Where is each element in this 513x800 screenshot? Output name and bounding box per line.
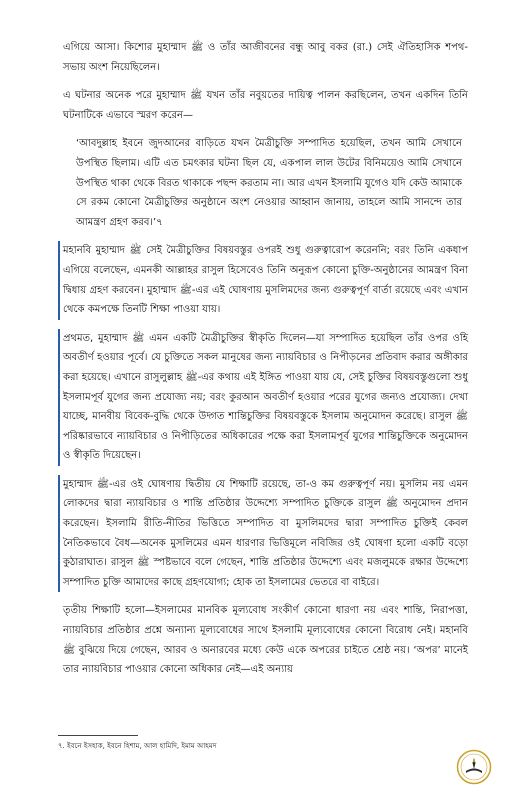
paragraph-7: তৃতীয় শিক্ষাটি হলো—ইসলামের মানবিক মূল্যবোধ সংকীর্ণ কোনো ধারণা নয় এবং শান্তি, নিরাপত্তা, ন্যায়বিচার প্রতিষ্ঠার প্রশ্নে অন্যান্য মূল্যবোধের সাথে ইসলামি মূল্যবোধের কোনো বিরোধ নেই। মহানবি ﷺ বুঝিয়ে দিয়ে গেছেন, আরব ও অনারবের মধ্যে কেউ একে অপরের চাইতে শ্রেষ্ঠ নয়। ‘অপর’ মানেই তার ন্যায়বিচার পাওয়ার কোনো অধিকার নেই—এই অন্যায় bbox=[63, 605, 468, 676]
publisher-seal-icon bbox=[456, 749, 492, 785]
footnote: ৭. ইবনে ইসহাক, ইবনে হিশাম, আল হামিদি, ইমাম আহমদ bbox=[58, 742, 217, 750]
paragraph-5: প্রথমত, মুহাম্মাদ ﷺ এমন একটি মৈত্রীচুক্তির স্বীকৃতি দিলেন—যা সম্পাদিত হয়েছিল তাঁর ওপর ওহি অবতীর্ণ হওয়ার পূর্বে। যে চুক্তিতে সকল মানুষের জন্য ন্যায়বিচার ও নিপীড়নের প্রতিবাদ করার অঙ্গীকার করা হয়েছে। এখানে রাসুলুল্লাহ ﷺ-এর কথায় এই ইঙ্গিত পাওয়া যায় যে, সেই চুক্তির বিষয়বস্তুগুলো শুধু ইসলামপূর্ব যুগের জন্য প্রযোজ্য নয়; বরং কুরআন অবতীর্ণ হওয়ার পরের যুগের জন্যও প্রযোজ্য। দেখা যাচ্ছে, মানবীয় বিবেক-বুদ্ধি থেকে উদ্গত শান্তিচুক্তির বিষয়বস্তুকে ইসলাম অনুমোদন করেছে। রাসুল ﷺ পরিষ্কারভাবে ন্যায়বিচার ও নিপীড়িতের অধিকারের পক্ষে করা ইসলামপূর্ব যুগের শান্তিচুক্তিকে অনুমোদন ও স্বীকৃতি দিয়েছেন। bbox=[58, 329, 468, 466]
paragraph-4: মহানবি মুহাম্মাদ ﷺ সেই মৈত্রীচুক্তির বিষয়বস্তুর ওপরই শুধু গুরুত্বারোপ করেননি; বরং তিনি একধাপ এগিয়ে বলেছেন, এমনকী আল্লাহর রাসুল হিসেবেও তিনি অনুরূপ কোনো চুক্তি-অনুষ্ঠানের আমন্ত্রণ বিনা দ্বিধায় গ্রহণ করবেন। মুহাম্মাদ ﷺ-এর এই ঘোষণায় মুসলিমদের জন্য গুরুত্বপূর্ণ বার্তা রয়েছে এবং এখান থেকে কমপক্ষে তিনটি শিক্ষা পাওয়া যায়। bbox=[58, 241, 468, 319]
footnote-divider bbox=[58, 735, 138, 736]
paragraph-6: মুহাম্মাদ ﷺ-এর ওই ঘোষণায় দ্বিতীয় যে শিক্ষাটি রয়েছে, তা-ও কম গুরুত্বপূর্ণ নয়। মুসলিম নয় এমন লোকদের দ্বারা ন্যায়বিচার ও শান্তি প্রতিষ্ঠার উদ্দেশ্যে সম্পাদিত চুক্তিকে রাসুল ﷺ অনুমোদন প্রদান করেছেন। ইসলামি রীতি-নীতির ভিত্তিতে সম্পাদিত বা মুসলিমদের দ্বারা সম্পাদিত চুক্তিই কেবল নৈতিকভাবে বৈধ—অনেক মুসলিমের এমন ধারণার ভিত্তিমূলে নবিজির ওই ঘোষণা হলো একটি বড়ো কুঠারাঘাত। রাসুল ﷺ স্পষ্টভাবে বলে গেছেন, শান্তি প্রতিষ্ঠার উদ্দেশ্যে এবং মজলুমকে রক্ষার উদ্দেশ্যে সম্পাদিত চুক্তি আমাদের কাছে গ্রহণযোগ্য; হোক তা ইসলামের ভেতরে বা বাইরে। bbox=[58, 475, 468, 593]
quote-paragraph: ‘আবদুল্লাহ ইবনে জুদআনের বাড়িতে যখন মৈত্রীচুক্তি সম্পাদিত হয়েছিল, তখন আমি সেখানে উপস্থিত ছিলাম। এটি এত চমৎকার ঘটনা ছিল যে, একপাল লাল উটের বিনিময়েও আমি সেখানে উপস্থিত থাকা থেকে বিরত থাকাকে পছন্দ করতাম না। আর এখন ইসলামি যুগেও যদি কেউ আমাকে সে রকম কোনো মৈত্রীচুক্তির অনুষ্ঠানে অংশ নেওয়ার আহ্বান জানায়, তাহলে আমি সানন্দে তার আমন্ত্রণ গ্রহণ করব।’৭ bbox=[76, 138, 462, 228]
page-body bbox=[58, 38, 468, 689]
paragraph-1: এগিয়ে আসা। কিশোর মুহাম্মাদ ﷺ ও তাঁর আজীবনের বন্ধু আবু বকর (রা.) সেই ঐতিহাসিক শপথ-সভায় অংশ নিয়েছিলেন। bbox=[63, 42, 469, 73]
paragraph-2: এ ঘটনার অনেক পরে মুহাম্মাদ ﷺ যখন তাঁর নবুয়তের দায়িত্ব পালন করছিলেন, তখন একদিন তিনি ঘটনাটিকে এভাবে স্মরণ করেন— bbox=[63, 90, 468, 121]
